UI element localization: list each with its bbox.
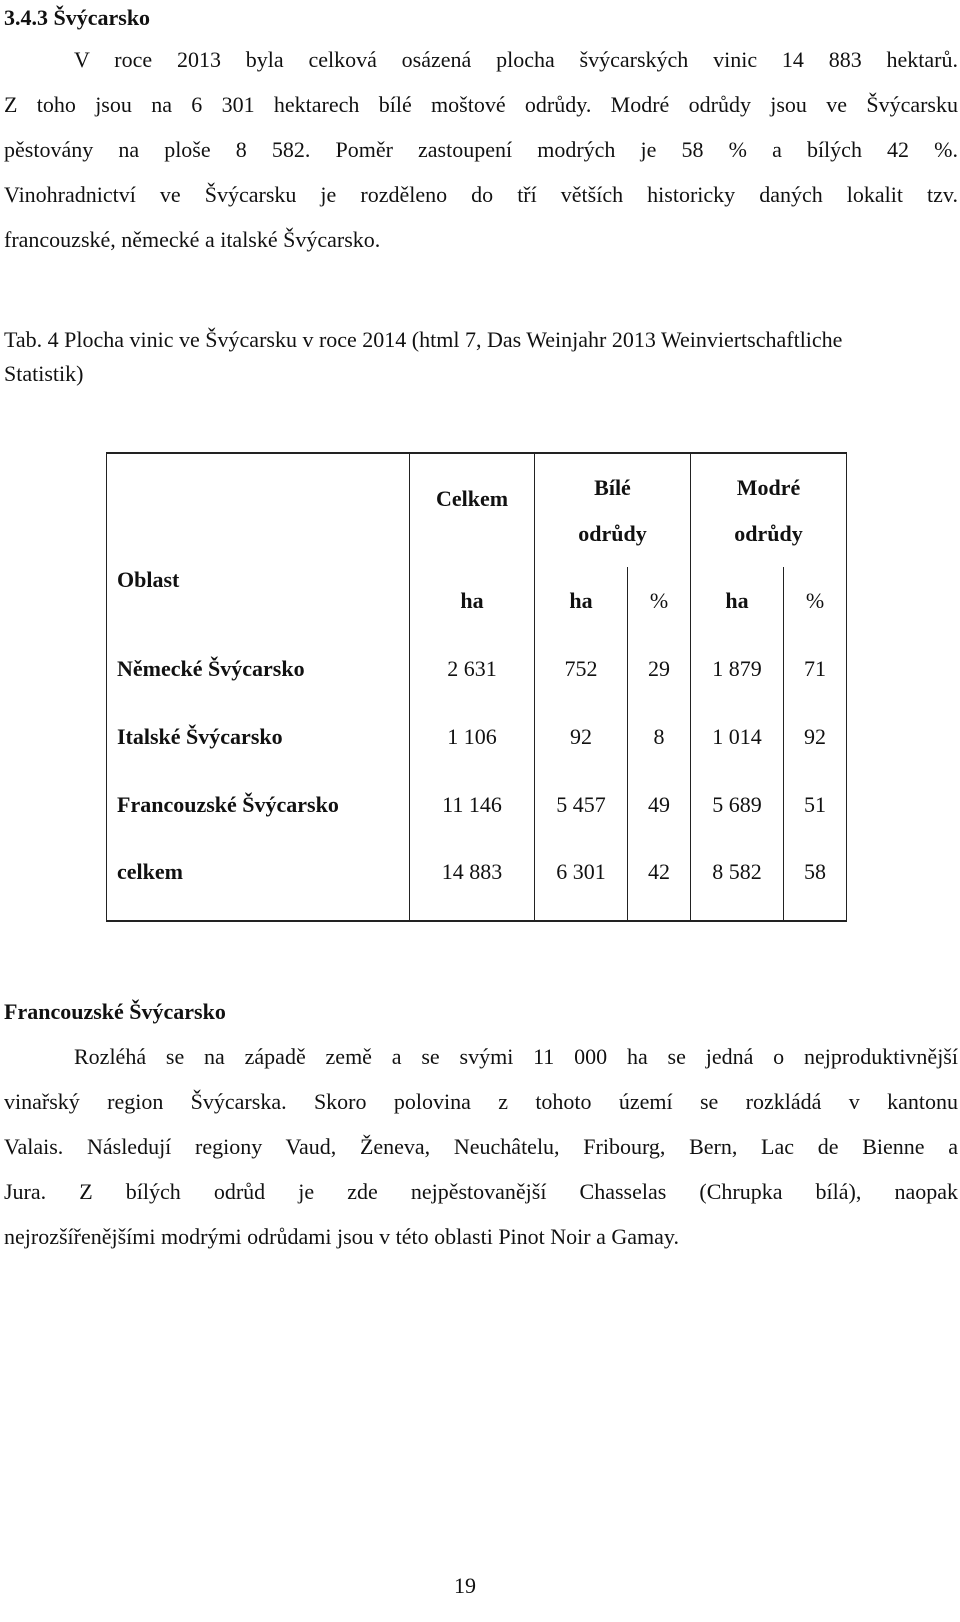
unit-cell: ha <box>535 567 628 635</box>
cell-modre-pct: 92 <box>784 703 847 771</box>
cell-celkem: 2 631 <box>410 635 535 703</box>
cell-celkem: 14 883 <box>410 839 535 921</box>
subsection-line: nejrozšířenějšími modrými odrůdami jsou v této oblasti Pinot Noir a Gamay. <box>4 1224 679 1249</box>
cell-modre-pct: 58 <box>784 839 847 921</box>
cell-modre-ha: 1 879 <box>691 635 784 703</box>
cell-modre-ha: 5 689 <box>691 771 784 839</box>
cell-oblast: Francouzské Švýcarsko <box>107 771 410 839</box>
cell-oblast: Německé Švýcarsko <box>107 635 410 703</box>
header-bile-line1: Bílé <box>594 474 631 500</box>
cell-modre-ha: 8 582 <box>691 839 784 921</box>
table-row <box>107 771 847 839</box>
cell-bile-pct: 29 <box>628 635 691 703</box>
page-number: 19 <box>454 1573 476 1598</box>
section-heading: 3.4.3 Švýcarsko <box>4 5 151 30</box>
cell-bile-ha: 6 301 <box>535 839 628 921</box>
cell-bile-ha: 5 457 <box>535 771 628 839</box>
cell-oblast: Italské Švýcarsko <box>107 703 410 771</box>
paragraph-line: francouzské, německé a italské Švýcarsko. <box>4 227 381 252</box>
subsection-line: Jura. Z bílých odrůd je zde nejpěstovanější Chasselas (Chrupka bílá), naopak <box>4 1179 958 1204</box>
cell-bile-pct: 42 <box>628 839 691 921</box>
header-bile <box>535 453 691 567</box>
cell-celkem: 11 146 <box>410 771 535 839</box>
unit-cell: % <box>784 567 847 635</box>
cell-modre-ha: 1 014 <box>691 703 784 771</box>
table-row-total <box>107 839 847 921</box>
table-row <box>107 635 847 703</box>
header-oblast-label: Oblast <box>117 567 180 592</box>
header-modre <box>691 453 847 567</box>
header-bile-line2: odrůdy <box>578 520 647 546</box>
unit-cell: ha <box>691 567 784 635</box>
vineyard-area-table <box>106 452 847 922</box>
cell-bile-ha: 92 <box>535 703 628 771</box>
table-header-row <box>107 453 847 567</box>
subsection-heading: Francouzské Švýcarsko <box>4 999 226 1024</box>
cell-bile-pct: 8 <box>628 703 691 771</box>
cell-oblast: celkem <box>107 839 410 921</box>
subsection-line: vinařský region Švýcarska. Skoro polovina z tohoto území se rozkládá v kantonu <box>4 1089 958 1114</box>
subsection-line: Valais. Následují regiony Vaud, Ženeva, Neuchâtelu, Fribourg, Bern, Lac de Bienne a <box>4 1134 958 1159</box>
unit-cell: % <box>628 567 691 635</box>
unit-cell: ha <box>410 567 535 635</box>
cell-modre-pct: 71 <box>784 635 847 703</box>
subsection-line: Rozléhá se na západě země a se svými 11 000 ha se jedná o nejproduktivnější <box>74 1044 958 1069</box>
table-row <box>107 703 847 771</box>
paragraph-line: Z toho jsou na 6 301 hektarech bílé moštové odrůdy. Modré odrůdy jsou ve Švýcarsku <box>4 92 958 117</box>
cell-bile-pct: 49 <box>628 771 691 839</box>
header-celkem-label: Celkem <box>435 485 509 511</box>
header-modre-line2: odrůdy <box>734 520 803 546</box>
cell-celkem: 1 106 <box>410 703 535 771</box>
header-celkem <box>410 453 535 567</box>
header-modre-line1: Modré <box>736 474 801 500</box>
paragraph-line: pěstovány na ploše 8 582. Poměr zastoupení modrých je 58 % a bílých 42 %. <box>4 137 958 162</box>
cell-bile-ha: 752 <box>535 635 628 703</box>
paragraph-line: V roce 2013 byla celková osázená plocha švýcarských vinic 14 883 hektarů. <box>74 47 958 72</box>
cell-modre-pct: 51 <box>784 771 847 839</box>
table-caption: Tab. 4 Plocha vinic ve Švýcarsku v roce 2014 (html 7, Das Weinjahr 2013 Weinviertschaftliche Statistik) <box>4 327 843 386</box>
header-oblast <box>107 453 410 635</box>
paragraph-line: Vinohradnictví ve Švýcarsku je rozděleno do tří větších historicky daných lokalit tzv. <box>4 182 958 207</box>
